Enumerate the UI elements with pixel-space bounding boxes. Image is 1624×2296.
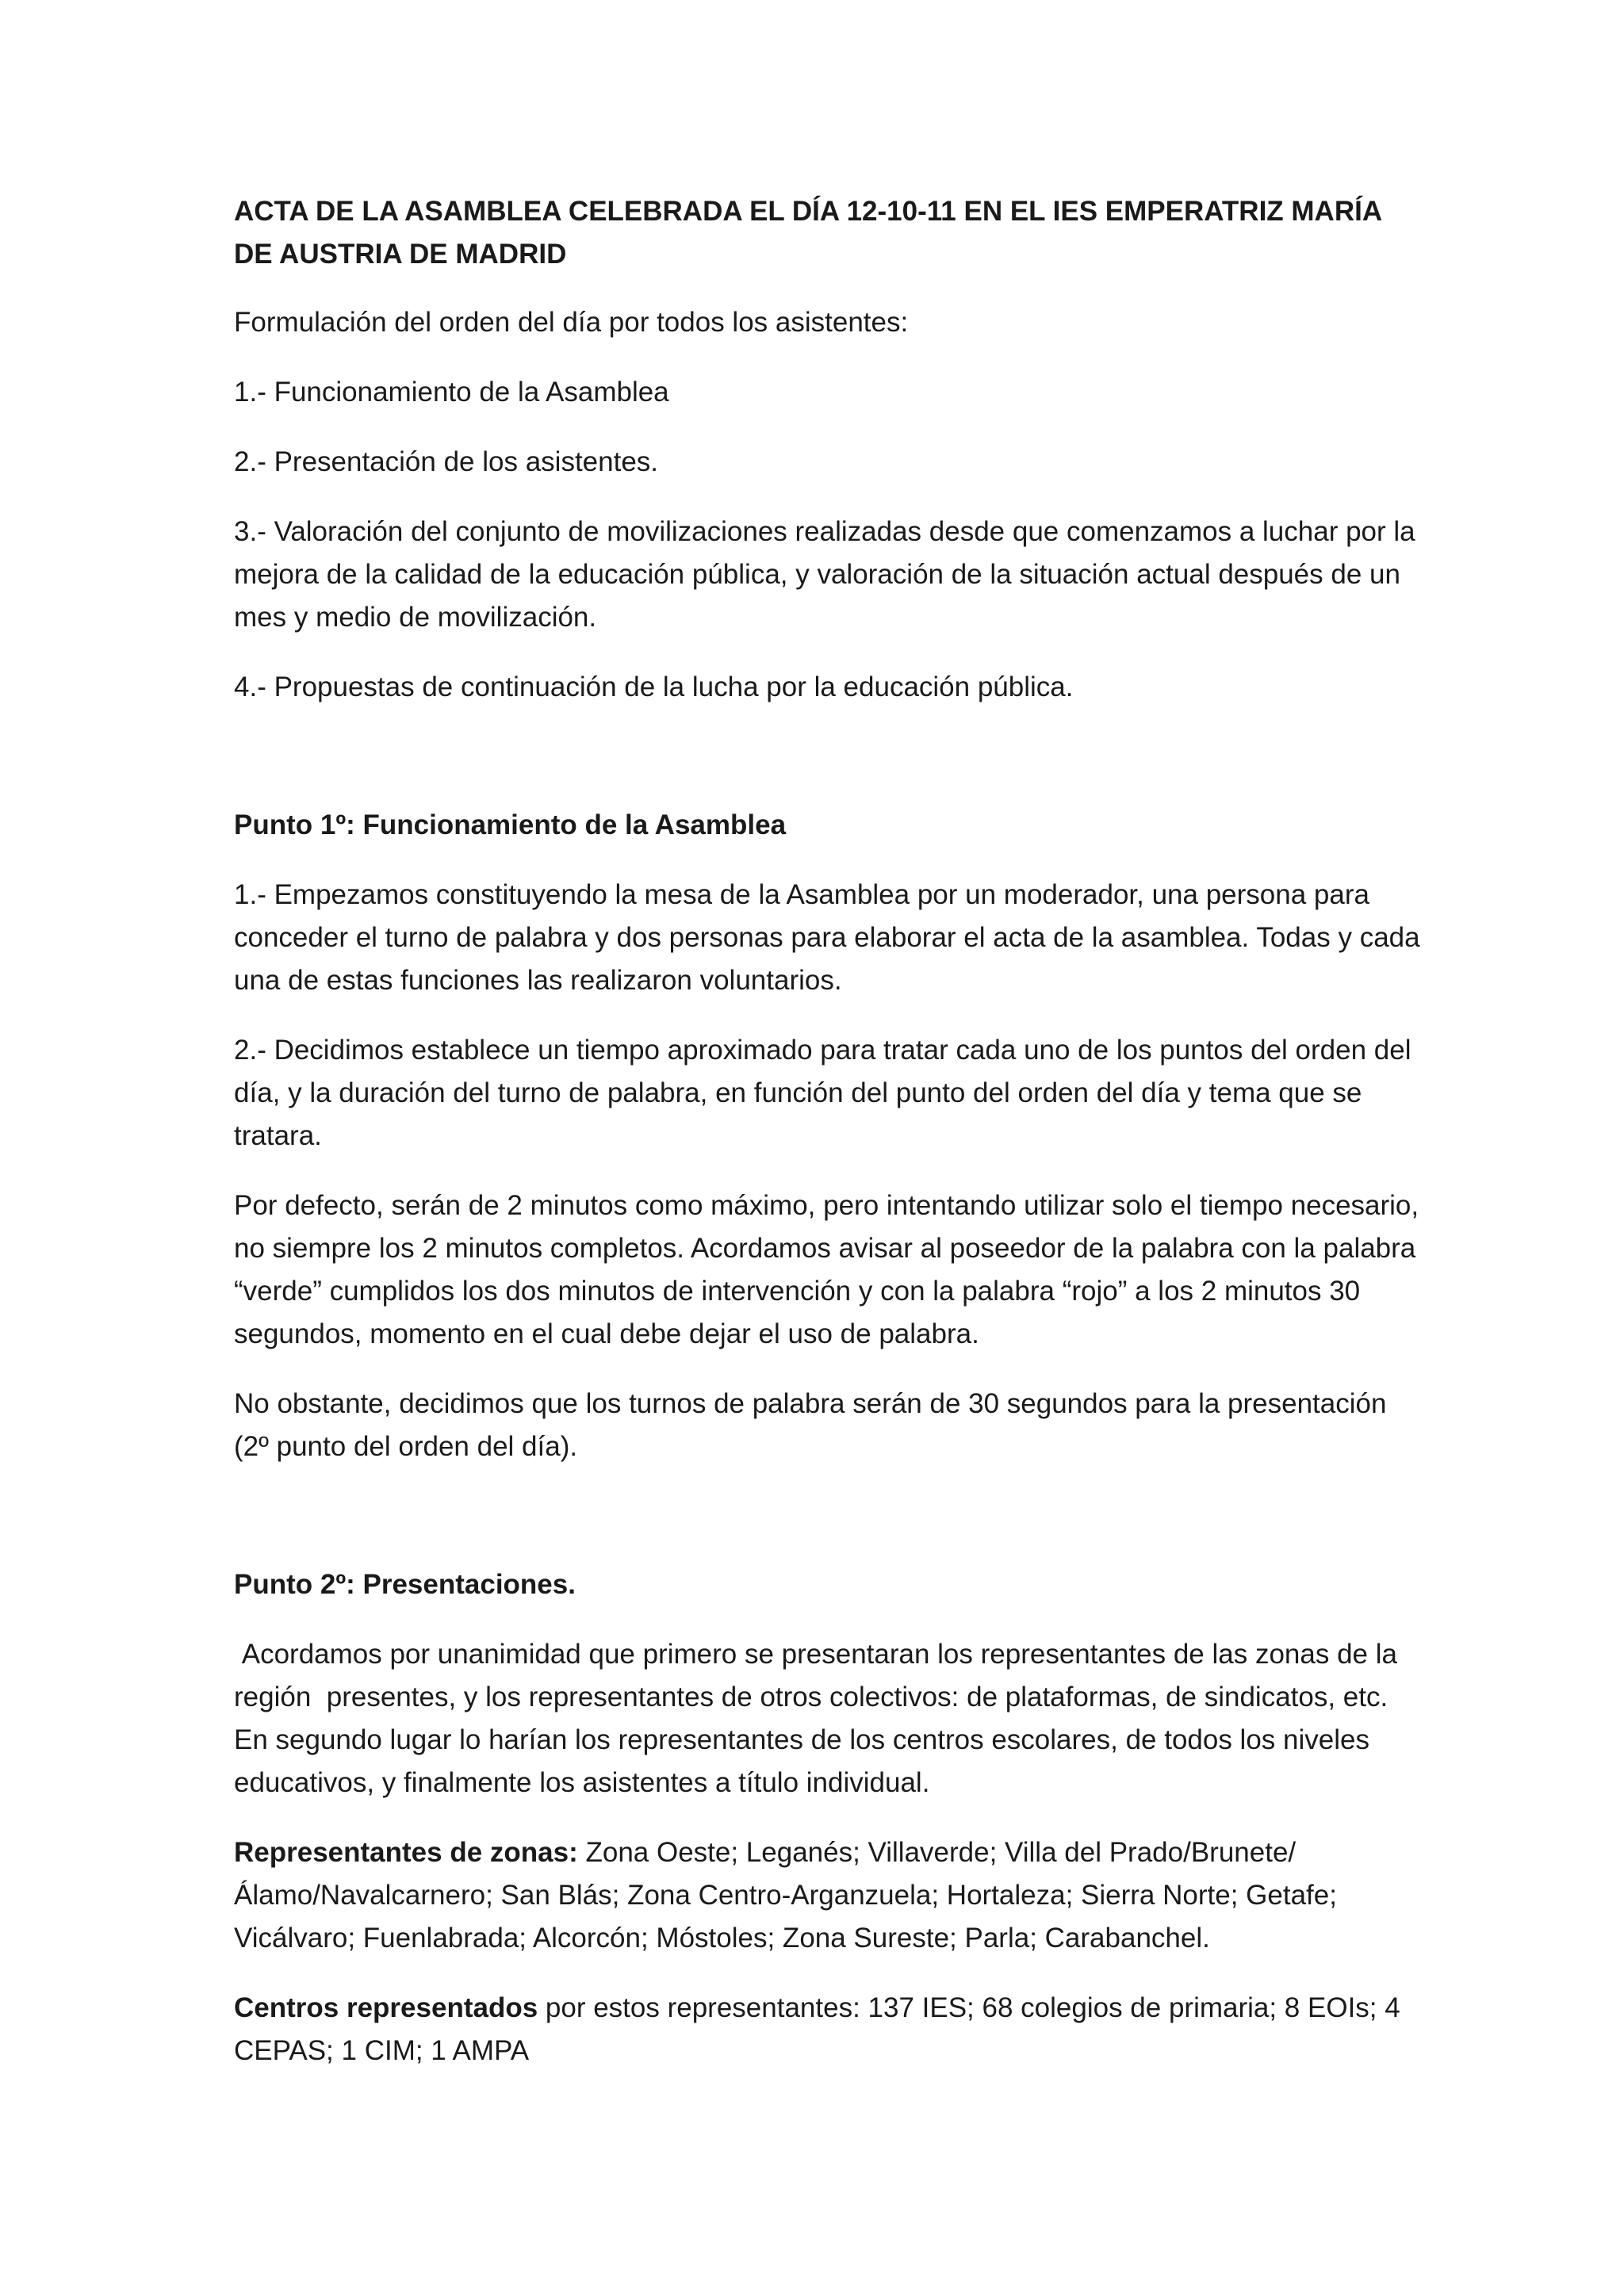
agenda-item-1: 1.- Funcionamiento de la Asamblea [234, 377, 669, 408]
agenda-item-3: 3.- Valoración del conjunto de movilizaciones realizadas desde que comenzamos a luchar por la mejora de la calidad de la educación pública, y valoración de la situación actual después de un mes y medio de movilización. [234, 516, 1415, 633]
section-2-heading: Punto 2º: Presentaciones. [234, 1569, 576, 1600]
section-1-paragraph-1: 1.- Empezamos constituyendo la mesa de la Asamblea por un moderador, una persona para conceder el turno de palabra y dos personas para elaborar el acta de la asamblea. Todas y cada una de estas funciones las realizaron voluntarios. [234, 879, 1420, 996]
section-1-paragraph-2: 2.- Decidimos establece un tiempo aproximado para tratar cada uno de los puntos del orden del día, y la duración del turno de palabra, en función del punto del orden del día y tema que se tratara. [234, 1035, 1411, 1151]
agenda-intro: Formulación del orden del día por todos los asistentes: [234, 307, 909, 338]
section-1-paragraph-3: Por defecto, serán de 2 minutos como máximo, pero intentando utilizar solo el tiempo necesario, no siempre los 2 minutos completos. Acordamos avisar al poseedor de la palabra con la palabra “verde” cumplidos los dos minutos de intervención y con la palabra “rojo” a los 2 minutos 30 segundos, momento en el cual debe dejar el uso de palabra. [234, 1190, 1419, 1349]
document-title: ACTA DE LA ASAMBLEA CELEBRADA EL DÍA 12-10-11 EN EL IES EMPERATRIZ MARÍA DE AUSTRIA DE MADRID [234, 196, 1381, 270]
zones-paragraph [234, 1831, 1423, 1960]
agenda-item-4: 4.- Propuestas de continuación de la lucha por la educación pública. [234, 672, 1074, 702]
section-1-paragraph-4: No obstante, decidimos que los turnos de palabra serán de 30 segundos para la presentación (2º punto del orden del día). [234, 1388, 1387, 1462]
zones-text: Zona Oeste; Leganés; Villaverde; Villa del Prado/Brunete/Álamo/Navalcarnero; San Blás; Zona Centro-Arganzuela; Hortaleza; Sierra Norte; Getafe; Vicálvaro; Fuenlabrada; Alcorcón; Móstoles; Zona Sureste; Parla; Carabanchel. [234, 1837, 1337, 1954]
zones-label: Representantes de zonas: [234, 1837, 578, 1868]
document-page [234, 190, 1423, 2099]
section-1-heading: Punto 1º: Funcionamiento de la Asamblea [234, 809, 787, 840]
centers-paragraph [234, 1987, 1423, 2072]
centers-text: por estos representantes: 137 IES; 68 colegios de primaria; 8 EOIs; 4 CEPAS; 1 CIM; 1 AMPA [234, 1992, 1400, 2066]
section-2-paragraph: Acordamos por unanimidad que primero se presentaran los representantes de las zonas de la región presentes, y los representantes de otros colectivos: de plataformas, de sindicatos, etc. En segundo lugar lo harían los representantes de los centros escolares, de todos los niveles educativos, y finalmente los asistentes a título individual. [234, 1639, 1405, 1798]
centers-label: Centros representados [234, 1992, 538, 2023]
agenda-item-2: 2.- Presentación de los asistentes. [234, 446, 659, 477]
